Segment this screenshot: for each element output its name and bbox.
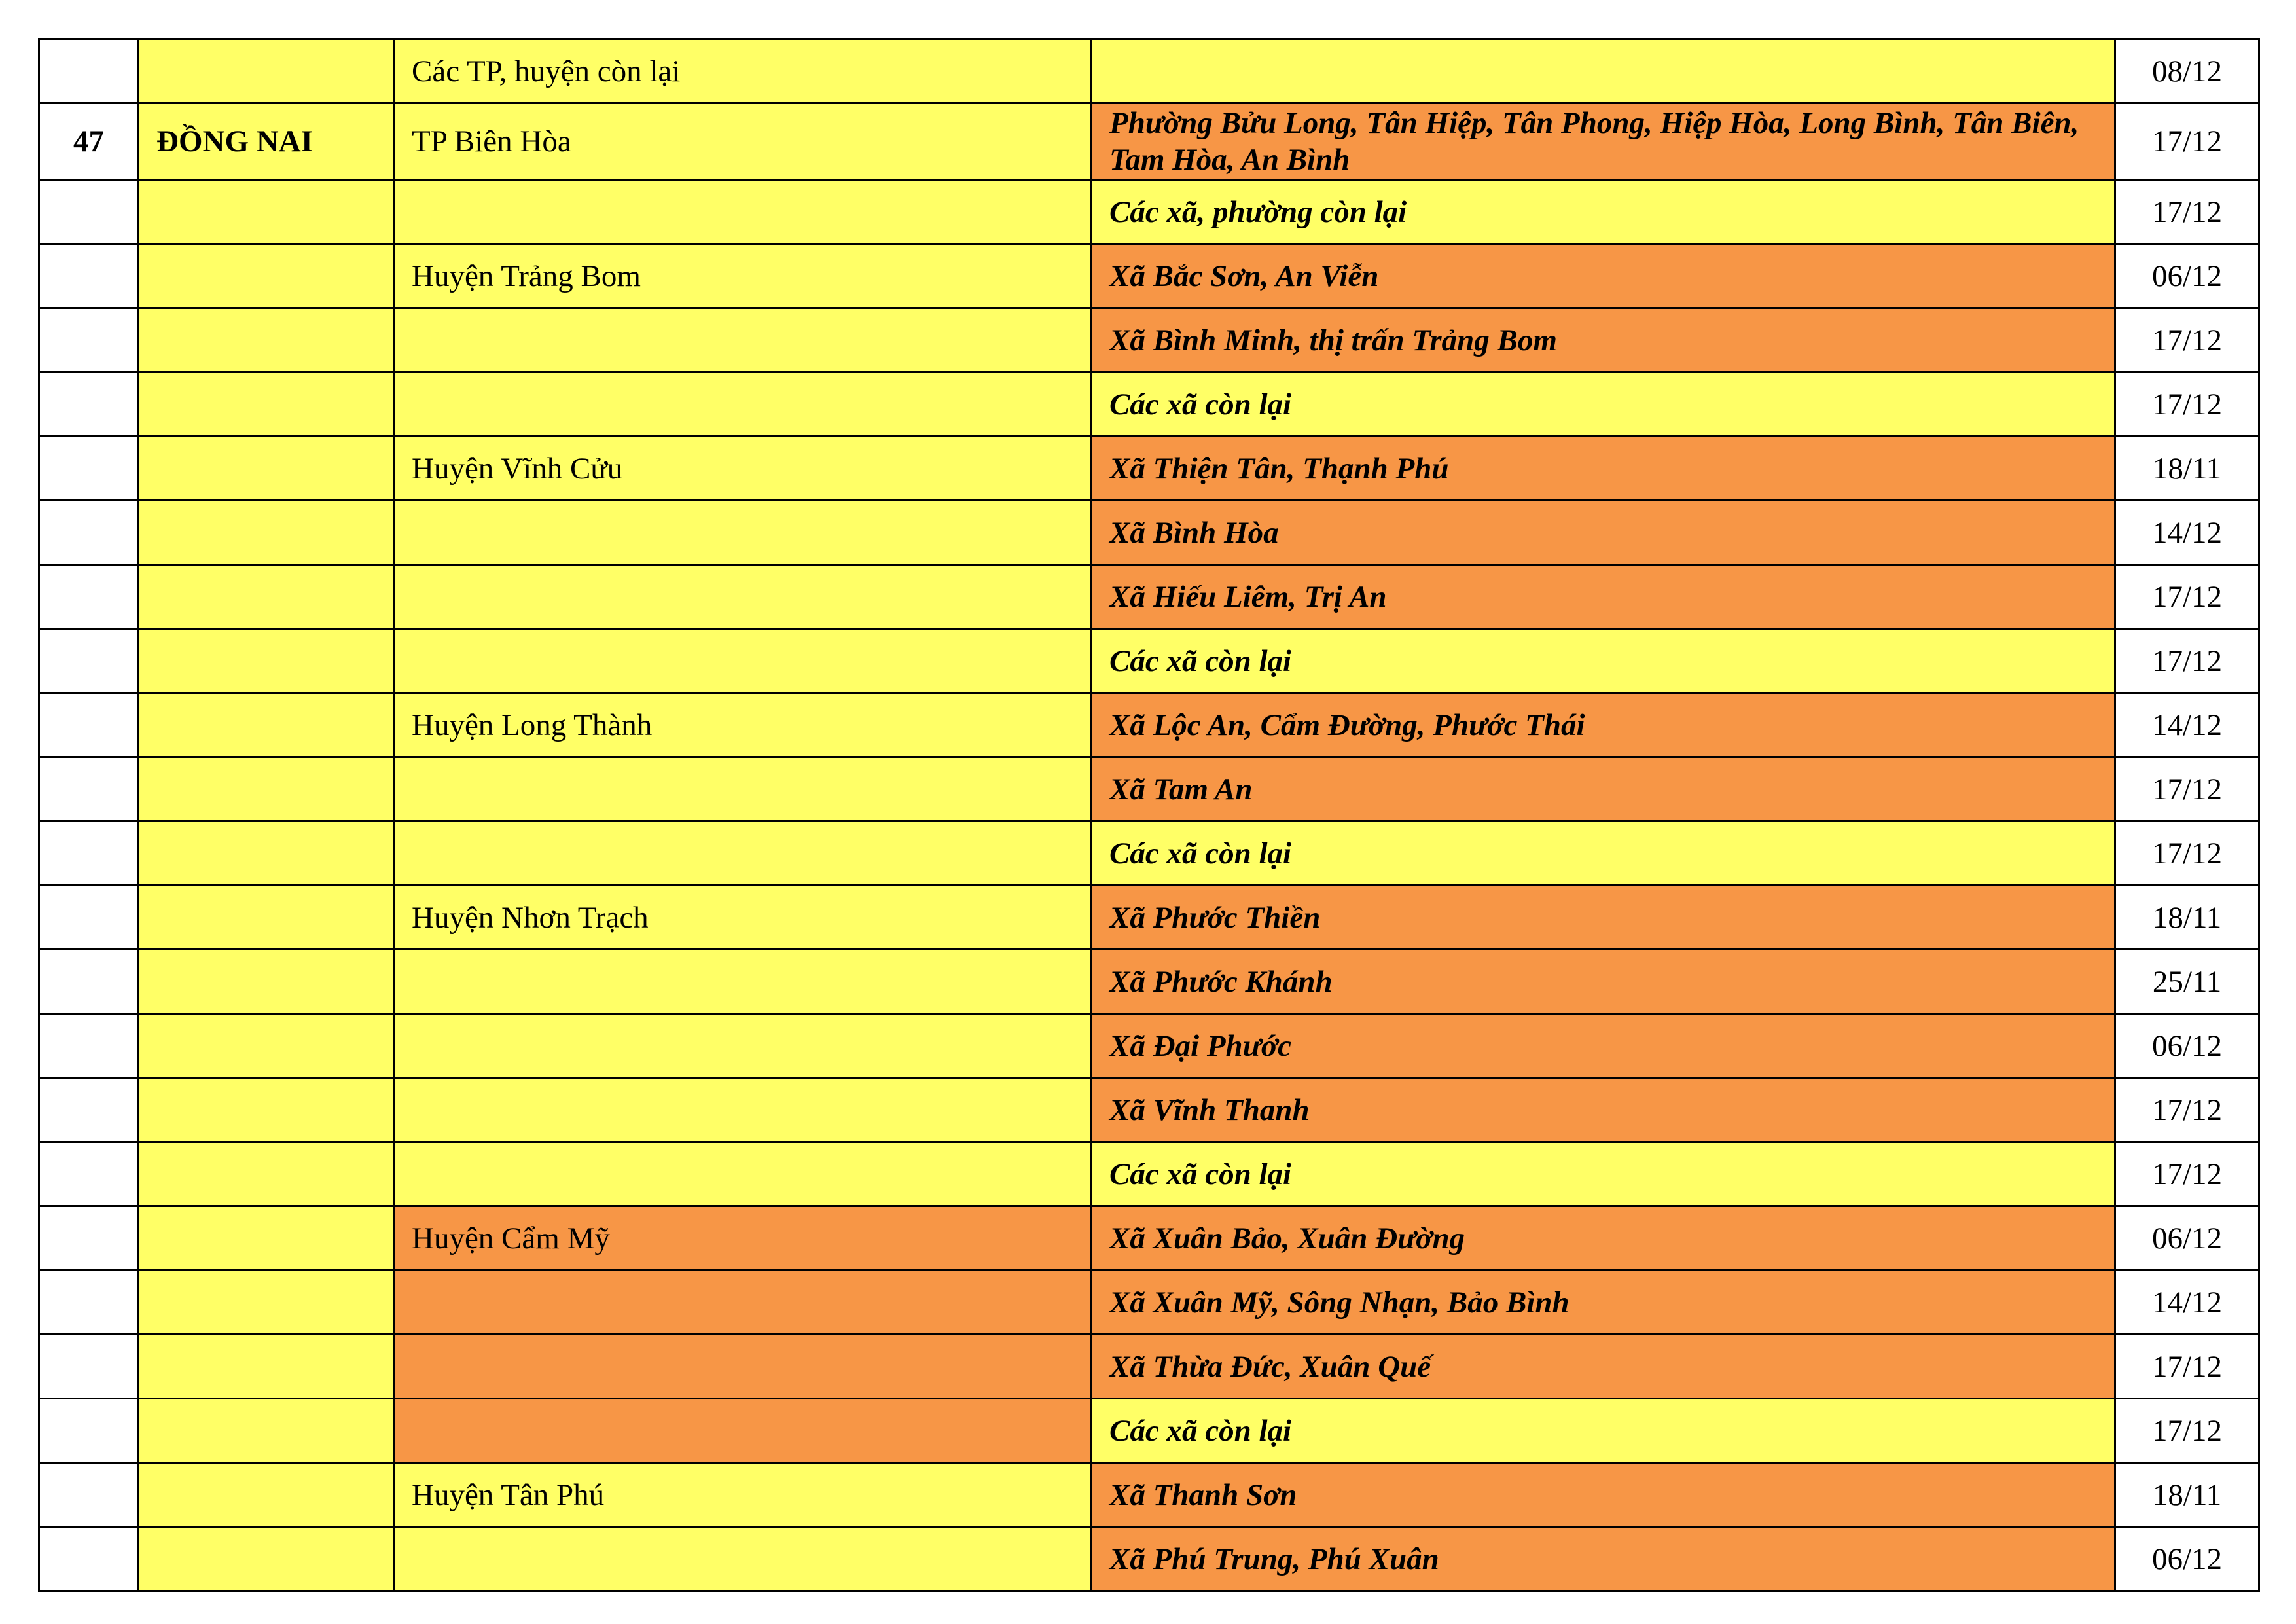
date-cell: 17/12 — [2115, 565, 2259, 629]
stt-cell — [39, 1527, 139, 1591]
commune-cell: Xã Tam An — [1092, 757, 2115, 821]
stt-cell — [39, 1463, 139, 1527]
district-cell: Các TP, huyện còn lại — [394, 39, 1092, 103]
table-row — [39, 1078, 2259, 1142]
commune-cell: Xã Phú Trung, Phú Xuân — [1092, 1527, 2115, 1591]
province-cell — [139, 372, 394, 437]
stt-cell — [39, 1142, 139, 1206]
commune-cell: Xã Đại Phước — [1092, 1014, 2115, 1078]
district-cell — [394, 821, 1092, 886]
commune-cell: Xã Bình Minh, thị trấn Trảng Bom — [1092, 308, 2115, 372]
province-cell — [139, 1078, 394, 1142]
province-cell — [139, 1014, 394, 1078]
date-cell: 14/12 — [2115, 501, 2259, 565]
date-cell: 14/12 — [2115, 693, 2259, 757]
commune-cell: Xã Thừa Đức, Xuân Quế — [1092, 1335, 2115, 1399]
table-row — [39, 1463, 2259, 1527]
table-row — [39, 180, 2259, 244]
district-cell: Huyện Long Thành — [394, 693, 1092, 757]
date-cell: 17/12 — [2115, 103, 2259, 180]
table-row — [39, 693, 2259, 757]
district-cell — [394, 308, 1092, 372]
commune-cell: Xã Lộc An, Cẩm Đường, Phước Thái — [1092, 693, 2115, 757]
commune-cell: Xã Xuân Bảo, Xuân Đường — [1092, 1206, 2115, 1271]
stt-cell — [39, 757, 139, 821]
province-cell — [139, 1399, 394, 1463]
stt-cell — [39, 565, 139, 629]
stt-cell — [39, 437, 139, 501]
district-cell: Huyện Trảng Bom — [394, 244, 1092, 308]
province-cell — [139, 629, 394, 693]
stt-cell — [39, 629, 139, 693]
table-row — [39, 1271, 2259, 1335]
date-cell: 17/12 — [2115, 757, 2259, 821]
stt-cell — [39, 821, 139, 886]
table-row — [39, 821, 2259, 886]
district-cell — [394, 950, 1092, 1014]
date-cell: 06/12 — [2115, 1527, 2259, 1591]
district-cell — [394, 1527, 1092, 1591]
table-row — [39, 39, 2259, 103]
table-row — [39, 1335, 2259, 1399]
province-cell: ĐỒNG NAI — [139, 103, 394, 180]
stt-cell — [39, 1335, 139, 1399]
table-row — [39, 244, 2259, 308]
date-cell: 17/12 — [2115, 1078, 2259, 1142]
commune-cell: Xã Vĩnh Thanh — [1092, 1078, 2115, 1142]
commune-cell: Các xã, phường còn lại — [1092, 180, 2115, 244]
date-cell: 17/12 — [2115, 1142, 2259, 1206]
stt-cell: 47 — [39, 103, 139, 180]
table-row — [39, 1206, 2259, 1271]
date-cell: 17/12 — [2115, 372, 2259, 437]
stt-cell — [39, 39, 139, 103]
province-cell — [139, 180, 394, 244]
stt-cell — [39, 1014, 139, 1078]
district-cell — [394, 1271, 1092, 1335]
commune-cell: Xã Xuân Mỹ, Sông Nhạn, Bảo Bình — [1092, 1271, 2115, 1335]
district-cell: TP Biên Hòa — [394, 103, 1092, 180]
table-row — [39, 1399, 2259, 1463]
province-cell — [139, 565, 394, 629]
table-row — [39, 1014, 2259, 1078]
table-row — [39, 308, 2259, 372]
commune-cell — [1092, 39, 2115, 103]
stt-cell — [39, 1078, 139, 1142]
commune-cell: Xã Phước Khánh — [1092, 950, 2115, 1014]
stt-cell — [39, 950, 139, 1014]
province-cell — [139, 1271, 394, 1335]
province-cell — [139, 1142, 394, 1206]
date-cell: 18/11 — [2115, 886, 2259, 950]
table-row — [39, 372, 2259, 437]
commune-cell: Các xã còn lại — [1092, 1142, 2115, 1206]
province-cell — [139, 308, 394, 372]
table-row — [39, 950, 2259, 1014]
district-cell: Huyện Tân Phú — [394, 1463, 1092, 1527]
commune-cell: Xã Hiếu Liêm, Trị An — [1092, 565, 2115, 629]
province-cell — [139, 950, 394, 1014]
stt-cell — [39, 886, 139, 950]
province-cell — [139, 886, 394, 950]
district-cell: Huyện Cẩm Mỹ — [394, 1206, 1092, 1271]
district-cell — [394, 1399, 1092, 1463]
date-cell: 17/12 — [2115, 629, 2259, 693]
district-cell — [394, 629, 1092, 693]
commune-cell: Xã Thanh Sơn — [1092, 1463, 2115, 1527]
district-cell — [394, 1142, 1092, 1206]
stt-cell — [39, 180, 139, 244]
date-cell: 14/12 — [2115, 1271, 2259, 1335]
date-cell: 17/12 — [2115, 821, 2259, 886]
province-cell — [139, 1335, 394, 1399]
date-cell: 06/12 — [2115, 244, 2259, 308]
date-cell: 06/12 — [2115, 1206, 2259, 1271]
district-cell — [394, 372, 1092, 437]
table-body — [39, 39, 2259, 1591]
date-cell: 17/12 — [2115, 308, 2259, 372]
commune-cell: Xã Bắc Sơn, An Viễn — [1092, 244, 2115, 308]
stt-cell — [39, 372, 139, 437]
table-row — [39, 629, 2259, 693]
table-row — [39, 1527, 2259, 1591]
province-cell — [139, 1206, 394, 1271]
commune-cell: Các xã còn lại — [1092, 1399, 2115, 1463]
province-cell — [139, 1527, 394, 1591]
covid-level-table — [38, 38, 2260, 1592]
commune-cell: Phường Bửu Long, Tân Hiệp, Tân Phong, Hiệp Hòa, Long Bình, Tân Biên, Tam Hòa, An Bình — [1092, 103, 2115, 180]
stt-cell — [39, 501, 139, 565]
commune-cell: Xã Thiện Tân, Thạnh Phú — [1092, 437, 2115, 501]
date-cell: 18/11 — [2115, 437, 2259, 501]
district-cell — [394, 565, 1092, 629]
province-cell — [139, 39, 394, 103]
table-row — [39, 103, 2259, 180]
province-cell — [139, 693, 394, 757]
commune-cell: Xã Bình Hòa — [1092, 501, 2115, 565]
date-cell: 25/11 — [2115, 950, 2259, 1014]
table-row — [39, 437, 2259, 501]
stt-cell — [39, 1399, 139, 1463]
district-cell: Huyện Nhơn Trạch — [394, 886, 1092, 950]
province-cell — [139, 821, 394, 886]
stt-cell — [39, 1271, 139, 1335]
table-row — [39, 757, 2259, 821]
district-cell: Huyện Vĩnh Cửu — [394, 437, 1092, 501]
date-cell: 17/12 — [2115, 1335, 2259, 1399]
date-cell: 08/12 — [2115, 39, 2259, 103]
commune-cell: Xã Phước Thiền — [1092, 886, 2115, 950]
stt-cell — [39, 1206, 139, 1271]
province-cell — [139, 1463, 394, 1527]
district-cell — [394, 1014, 1092, 1078]
district-cell — [394, 1078, 1092, 1142]
province-cell — [139, 437, 394, 501]
district-cell — [394, 757, 1092, 821]
district-cell — [394, 180, 1092, 244]
province-cell — [139, 244, 394, 308]
commune-cell: Các xã còn lại — [1092, 821, 2115, 886]
table-row — [39, 565, 2259, 629]
stt-cell — [39, 244, 139, 308]
date-cell: 18/11 — [2115, 1463, 2259, 1527]
commune-cell: Các xã còn lại — [1092, 372, 2115, 437]
table-row — [39, 886, 2259, 950]
province-cell — [139, 757, 394, 821]
commune-cell: Các xã còn lại — [1092, 629, 2115, 693]
table-row — [39, 501, 2259, 565]
stt-cell — [39, 308, 139, 372]
district-cell — [394, 1335, 1092, 1399]
province-cell — [139, 501, 394, 565]
district-cell — [394, 501, 1092, 565]
table-row — [39, 1142, 2259, 1206]
date-cell: 17/12 — [2115, 180, 2259, 244]
date-cell: 17/12 — [2115, 1399, 2259, 1463]
stt-cell — [39, 693, 139, 757]
date-cell: 06/12 — [2115, 1014, 2259, 1078]
